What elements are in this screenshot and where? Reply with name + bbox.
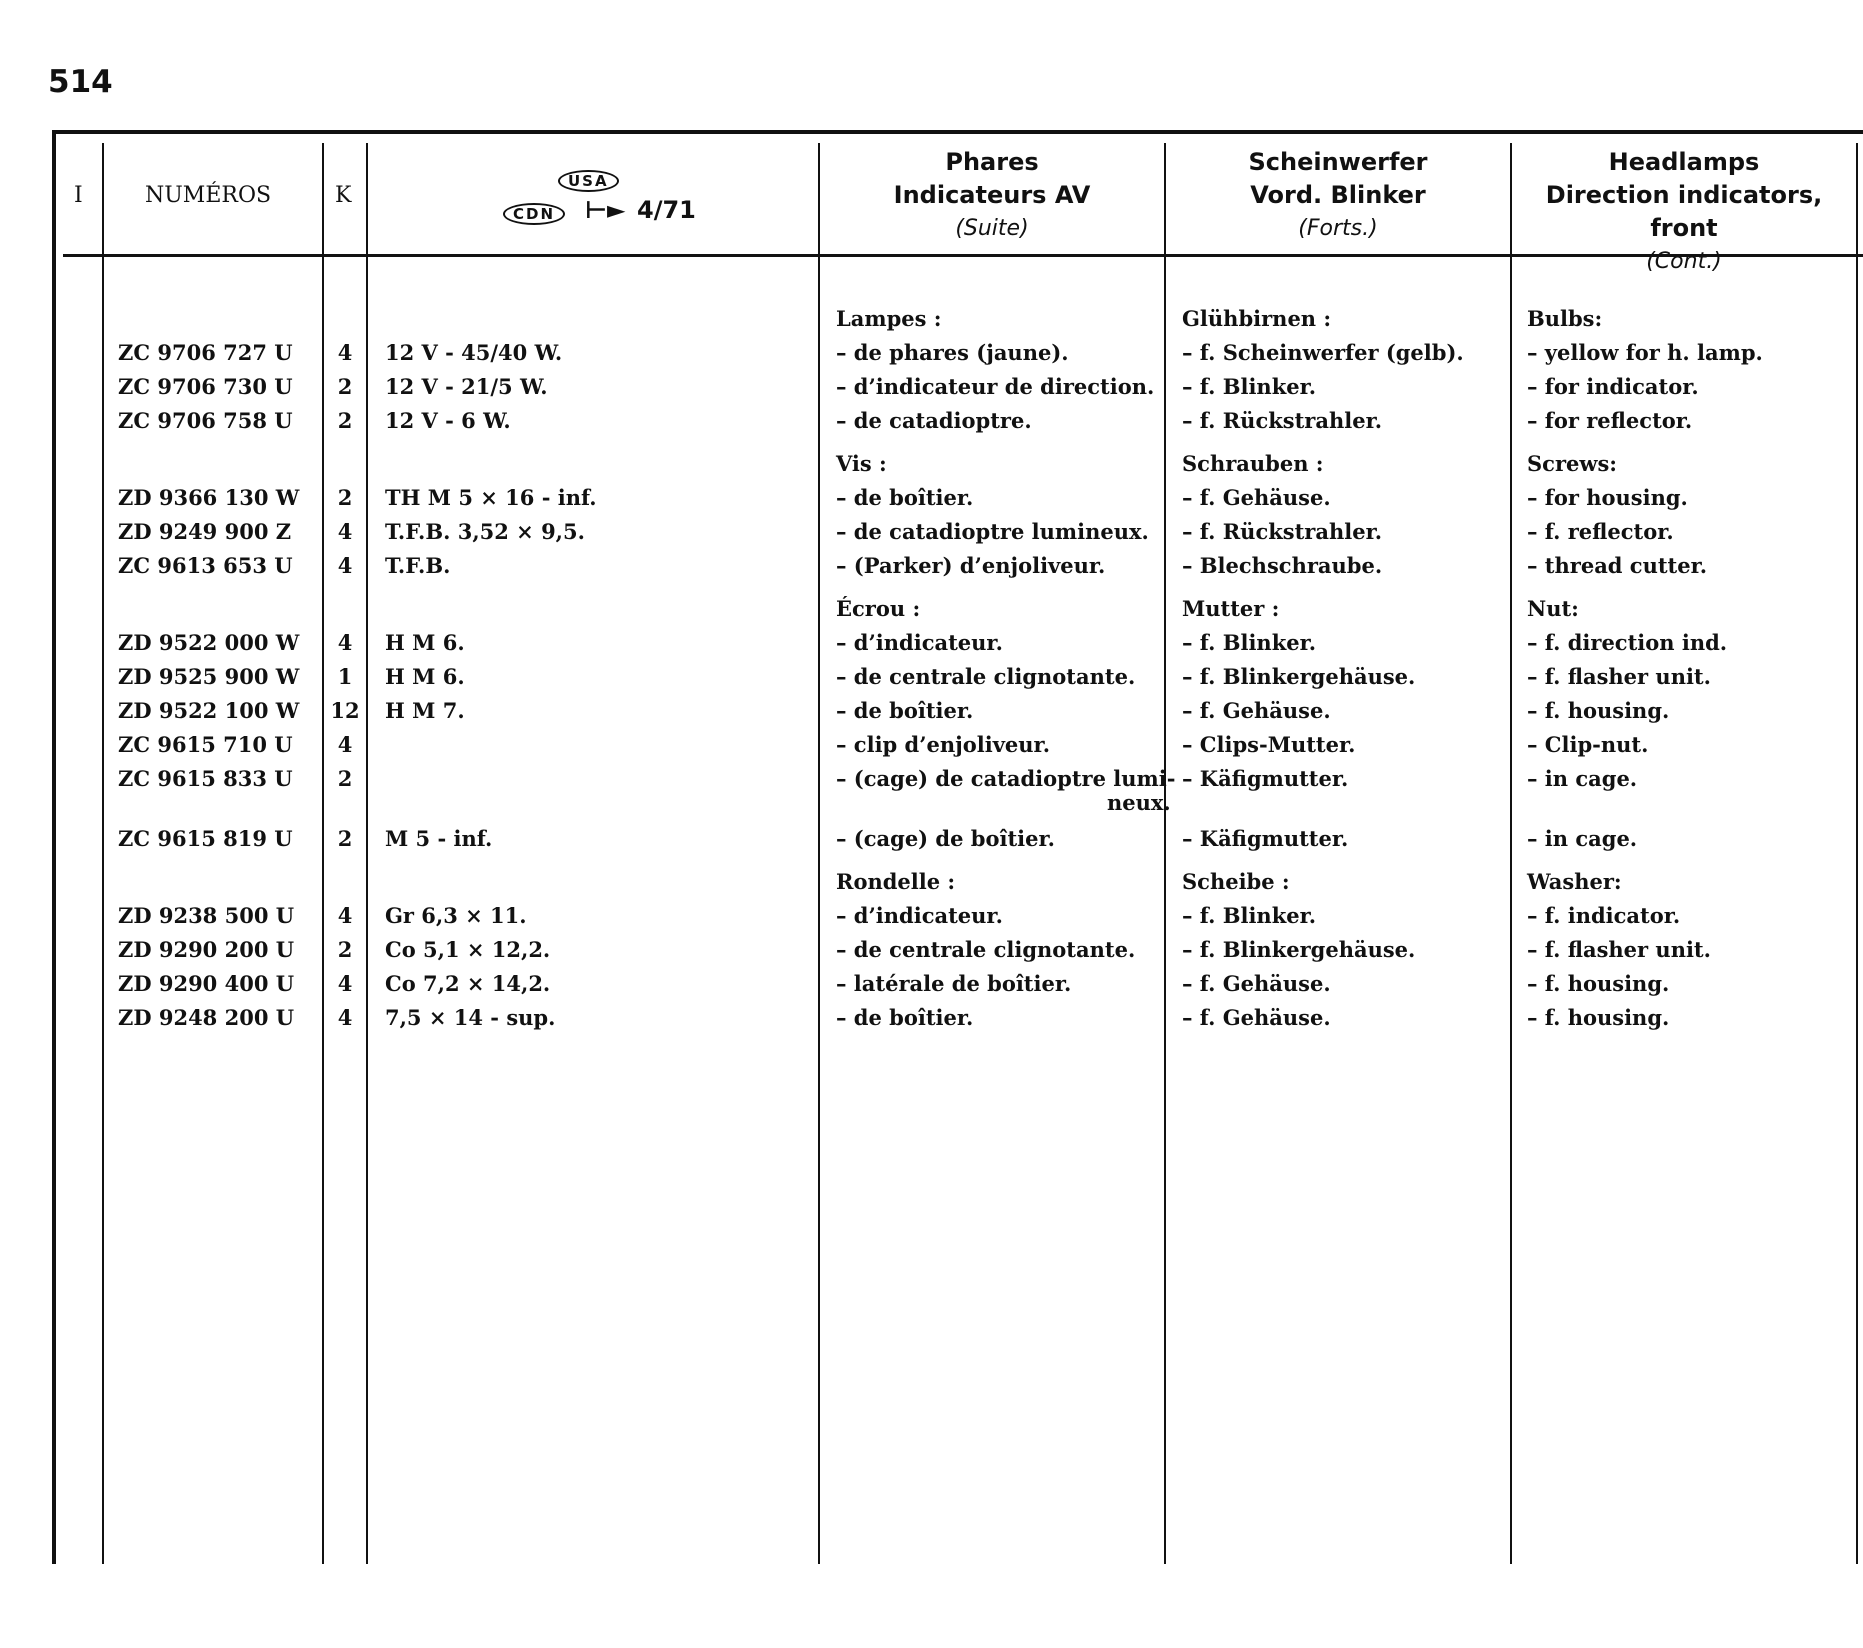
table-row bbox=[0, 903, 1863, 937]
cell-k: 4 bbox=[337, 553, 353, 578]
cell-fr: – d’indicateur. bbox=[836, 903, 1003, 928]
cell-k: 4 bbox=[337, 971, 353, 996]
header-english-note: (Cont.) bbox=[1646, 249, 1722, 274]
french-continuation: neux. bbox=[1107, 790, 1171, 815]
cell-num: ZD 9248 200 U bbox=[118, 1005, 295, 1030]
cell-de: Scheibe : bbox=[1182, 869, 1290, 894]
table-row bbox=[0, 1005, 1863, 1039]
header-col-numeros: NUMÉROS bbox=[145, 183, 272, 208]
cell-en: – f. housing. bbox=[1527, 698, 1670, 723]
cell-num: ZD 9290 200 U bbox=[118, 937, 295, 962]
table-row bbox=[0, 766, 1863, 800]
cell-spec: T.F.B. 3,52 × 9,5. bbox=[385, 519, 585, 544]
cell-fr: – (cage) de catadioptre lumi- bbox=[836, 766, 1176, 791]
table-row bbox=[0, 374, 1863, 408]
header-french-note: (Suite) bbox=[955, 216, 1029, 241]
cell-num: ZD 9522 000 W bbox=[118, 630, 300, 655]
header-col-k: K bbox=[335, 183, 352, 208]
effective-date: 4/71 bbox=[637, 196, 696, 224]
cell-num: ZC 9615 819 U bbox=[118, 826, 293, 851]
header-col-i: I bbox=[74, 183, 83, 208]
cell-k: 12 bbox=[330, 698, 360, 723]
cell-spec: 12 V - 45/40 W. bbox=[385, 340, 563, 365]
cell-spec: TH M 5 × 16 - inf. bbox=[385, 485, 597, 510]
cell-fr: – de catadioptre lumineux. bbox=[836, 519, 1149, 544]
table-row bbox=[0, 485, 1863, 519]
cell-spec: T.F.B. bbox=[385, 553, 451, 578]
cell-fr: – de centrale clignotante. bbox=[836, 664, 1136, 689]
table-row bbox=[0, 869, 1863, 903]
cell-en: – yellow for h. lamp. bbox=[1527, 340, 1763, 365]
cell-spec: H M 6. bbox=[385, 664, 465, 689]
cell-en: – in cage. bbox=[1527, 826, 1638, 851]
cell-en: – thread cutter. bbox=[1527, 553, 1708, 578]
cell-fr: Vis : bbox=[836, 451, 887, 476]
cell-en: Washer: bbox=[1527, 869, 1622, 894]
cell-de: – f. Blinkergehäuse. bbox=[1182, 664, 1416, 689]
cell-de: – f. Gehäuse. bbox=[1182, 485, 1331, 510]
table-row bbox=[0, 519, 1863, 553]
cell-num: ZD 9522 100 W bbox=[118, 698, 300, 723]
cell-spec: H M 6. bbox=[385, 630, 465, 655]
cell-de: – Käfigmutter. bbox=[1182, 826, 1349, 851]
cell-de: – f. Gehäuse. bbox=[1182, 698, 1331, 723]
cell-num: ZD 9525 900 W bbox=[118, 664, 300, 689]
cell-k: 2 bbox=[337, 766, 353, 791]
cell-de: – f. Blinker. bbox=[1182, 903, 1317, 928]
cell-num: ZD 9238 500 U bbox=[118, 903, 295, 928]
header-german bbox=[1166, 146, 1510, 245]
header-english-subtitle: Direction indicators, front bbox=[1545, 181, 1823, 242]
cell-de: Glühbirnen : bbox=[1182, 306, 1332, 331]
cell-k: 4 bbox=[337, 630, 353, 655]
cell-en: – f. flasher unit. bbox=[1527, 664, 1711, 689]
cell-num: ZC 9706 730 U bbox=[118, 374, 293, 399]
table-row bbox=[0, 340, 1863, 374]
cell-en: – in cage. bbox=[1527, 766, 1638, 791]
cell-en: – Clip-nut. bbox=[1527, 732, 1649, 757]
cell-en: – f. direction ind. bbox=[1527, 630, 1728, 655]
table-row bbox=[0, 732, 1863, 766]
cell-k: 2 bbox=[337, 408, 353, 433]
table-row bbox=[0, 698, 1863, 732]
table-row bbox=[0, 451, 1863, 485]
cell-spec: Gr 6,3 × 11. bbox=[385, 903, 527, 928]
cell-spec: 12 V - 21/5 W. bbox=[385, 374, 548, 399]
cell-en: Nut: bbox=[1527, 596, 1579, 621]
cell-de: – f. Scheinwerfer (gelb). bbox=[1182, 340, 1464, 365]
header-german-note: (Forts.) bbox=[1298, 216, 1378, 241]
table-row bbox=[0, 937, 1863, 971]
cell-k: 4 bbox=[337, 1005, 353, 1030]
cell-fr: – de phares (jaune). bbox=[836, 340, 1069, 365]
cell-de: – f. Gehäuse. bbox=[1182, 1005, 1331, 1030]
table-row bbox=[0, 630, 1863, 664]
cell-de: – Blechschraube. bbox=[1182, 553, 1383, 578]
cell-fr: Rondelle : bbox=[836, 869, 956, 894]
cell-en: – for reflector. bbox=[1527, 408, 1693, 433]
cell-de: – f. Blinker. bbox=[1182, 630, 1317, 655]
cell-fr: – latérale de boîtier. bbox=[836, 971, 1072, 996]
cell-fr: Lampes : bbox=[836, 306, 942, 331]
cell-en: – for housing. bbox=[1527, 485, 1688, 510]
cell-de: – f. Blinker. bbox=[1182, 374, 1317, 399]
cell-k: 4 bbox=[337, 340, 353, 365]
header-english-title: Headlamps bbox=[1608, 148, 1760, 176]
cell-k: 4 bbox=[337, 903, 353, 928]
top-rule bbox=[52, 130, 1863, 134]
cell-spec: Co 5,1 × 12,2. bbox=[385, 937, 551, 962]
cell-spec: 12 V - 6 W. bbox=[385, 408, 511, 433]
header-french-subtitle: Indicateurs AV bbox=[893, 181, 1091, 209]
cell-k: 2 bbox=[337, 485, 353, 510]
cell-fr: – de centrale clignotante. bbox=[836, 937, 1136, 962]
cell-fr: – de boîtier. bbox=[836, 698, 974, 723]
cell-num: ZD 9249 900 Z bbox=[118, 519, 292, 544]
cell-en: – for indicator. bbox=[1527, 374, 1699, 399]
cell-de: – f. Rückstrahler. bbox=[1182, 408, 1383, 433]
cell-spec: M 5 - inf. bbox=[385, 826, 493, 851]
cell-num: ZC 9615 710 U bbox=[118, 732, 293, 757]
cell-fr: – d’indicateur de direction. bbox=[836, 374, 1155, 399]
table-row bbox=[0, 596, 1863, 630]
cell-en: Screws: bbox=[1527, 451, 1618, 476]
cell-num: ZC 9615 833 U bbox=[118, 766, 293, 791]
cell-fr: – clip d’enjoliveur. bbox=[836, 732, 1051, 757]
cell-de: – Käfigmutter. bbox=[1182, 766, 1349, 791]
cell-num: ZC 9613 653 U bbox=[118, 553, 293, 578]
cell-fr: – (Parker) d’enjoliveur. bbox=[836, 553, 1106, 578]
cell-k: 1 bbox=[337, 664, 353, 689]
cell-de: – f. Rückstrahler. bbox=[1182, 519, 1383, 544]
cell-en: – f. reflector. bbox=[1527, 519, 1674, 544]
header-german-title: Scheinwerfer bbox=[1248, 148, 1428, 176]
cell-fr: – (cage) de boîtier. bbox=[836, 826, 1055, 851]
cell-k: 2 bbox=[337, 374, 353, 399]
header-french bbox=[820, 146, 1164, 245]
cell-spec: H M 7. bbox=[385, 698, 465, 723]
cell-de: – f. Gehäuse. bbox=[1182, 971, 1331, 996]
cell-en: – f. housing. bbox=[1527, 1005, 1670, 1030]
arrow-icon: ⊢► bbox=[585, 196, 626, 224]
cell-fr: – de boîtier. bbox=[836, 1005, 974, 1030]
cell-de: Mutter : bbox=[1182, 596, 1280, 621]
header-french-title: Phares bbox=[945, 148, 1039, 176]
cell-de: Schrauben : bbox=[1182, 451, 1324, 476]
usa-badge: USA bbox=[558, 170, 619, 192]
cell-k: 2 bbox=[337, 937, 353, 962]
cell-k: 4 bbox=[337, 732, 353, 757]
table-row bbox=[0, 971, 1863, 1005]
table-row bbox=[0, 664, 1863, 698]
header-german-subtitle: Vord. Blinker bbox=[1250, 181, 1426, 209]
cell-spec: Co 7,2 × 14,2. bbox=[385, 971, 551, 996]
cell-num: ZC 9706 758 U bbox=[118, 408, 293, 433]
cell-fr: – de catadioptre. bbox=[836, 408, 1032, 433]
header-english bbox=[1512, 146, 1856, 278]
page-number: 514 bbox=[48, 64, 113, 100]
cell-num: ZD 9290 400 U bbox=[118, 971, 295, 996]
cell-num: ZC 9706 727 U bbox=[118, 340, 293, 365]
cell-de: – Clips-Mutter. bbox=[1182, 732, 1356, 757]
cell-en: – f. indicator. bbox=[1527, 903, 1681, 928]
table-row bbox=[0, 306, 1863, 340]
cell-fr: Écrou : bbox=[836, 596, 921, 621]
cell-k: 4 bbox=[337, 519, 353, 544]
cdn-badge: CDN bbox=[503, 203, 565, 225]
cell-de: – f. Blinkergehäuse. bbox=[1182, 937, 1416, 962]
cell-spec: 7,5 × 14 - sup. bbox=[385, 1005, 556, 1030]
cell-en: – f. housing. bbox=[1527, 971, 1670, 996]
table-row bbox=[0, 553, 1863, 587]
cell-fr: – d’indicateur. bbox=[836, 630, 1003, 655]
table-row bbox=[0, 826, 1863, 860]
cell-en: Bulbs: bbox=[1527, 306, 1603, 331]
cell-fr: – de boîtier. bbox=[836, 485, 974, 510]
table-row bbox=[0, 408, 1863, 442]
cell-k: 2 bbox=[337, 826, 353, 851]
cell-num: ZD 9366 130 W bbox=[118, 485, 300, 510]
cell-en: – f. flasher unit. bbox=[1527, 937, 1711, 962]
